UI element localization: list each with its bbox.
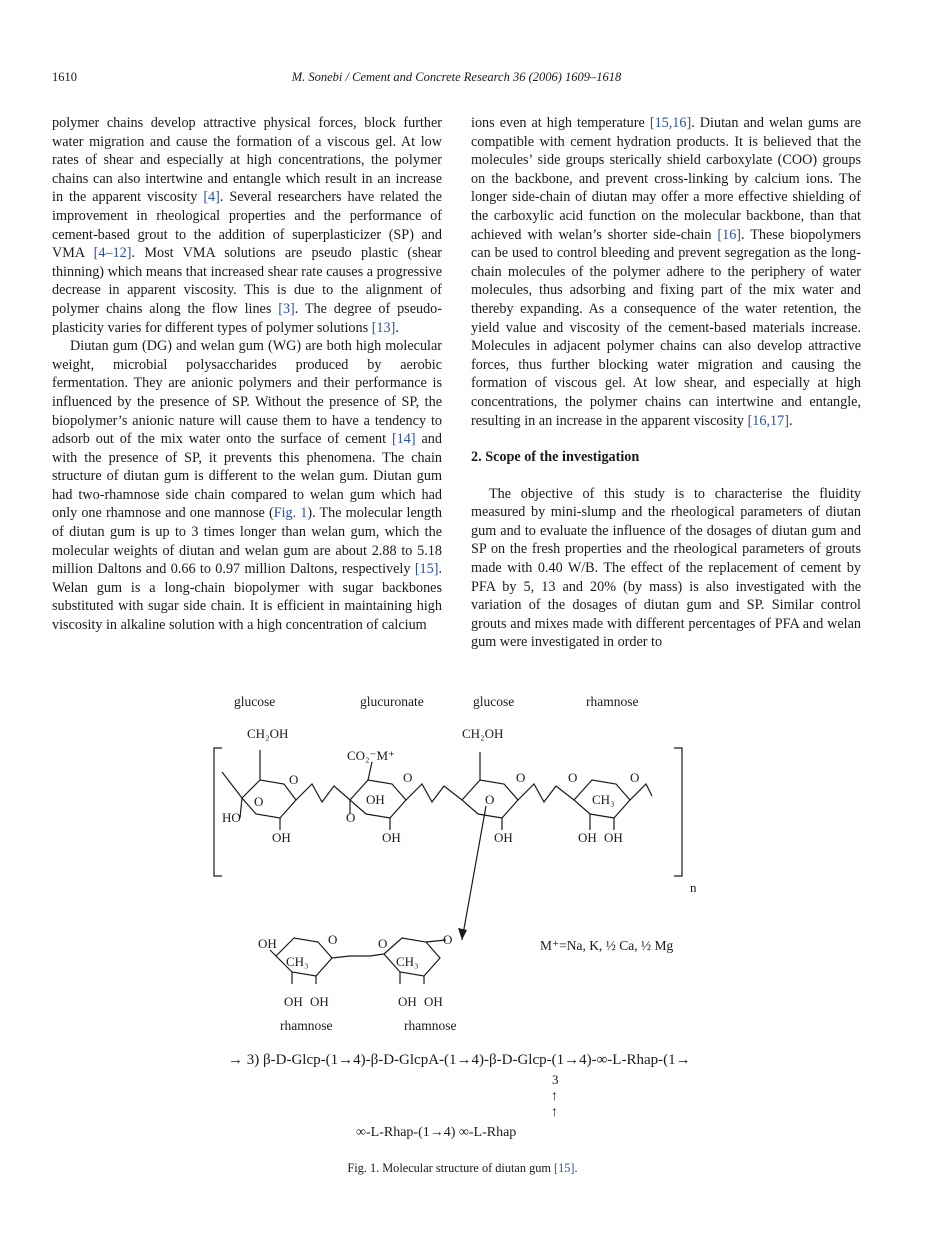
hydroxyl-group: OH — [382, 830, 401, 845]
text-span: . — [788, 412, 793, 429]
ring-oxygen: O — [254, 794, 264, 809]
counterion-note: M⁺=Na, K, ½ Ca, ½ Mg — [540, 938, 674, 953]
hydroxyl-group: OH — [258, 936, 277, 951]
branch-arrowhead — [458, 928, 467, 940]
section-heading: 2. Scope of the investigation — [471, 449, 640, 466]
left-column — [52, 114, 442, 635]
page-number: 1610 — [52, 70, 77, 84]
side-unit-label: rhamnose — [404, 1018, 457, 1033]
citation-link[interactable]: [16,17] — [747, 412, 789, 429]
text-span: . These biopolymers can be used to control bleeding and prevent segregation as the long-chain molecules of the polymer adhere to the periphery of water molecules, thus adsorbing and fixing part of the mix water and thereby expanding. As a consequence of the water retention, the yield value and viscosity of the cement-based materials increase. Molecules in adjacent polymer chains can also develop attractive forces, thus further blocking water migration and causing the formation of viscous gel. At low shear, and especially at high concentrations, the polymer chains can intertwine and entangle, resulting in an increase in the apparent viscosity — [471, 226, 861, 429]
ch2oh-group: CH₂OH — [247, 726, 289, 741]
text-span: Diutan gum (DG) and welan gum (WG) are both high molecular weight, microbial polysaccharides produced by aerobic fermentation. They are anionic polymers and their performance is influenced by the presence of SP. Without the presence of SP, the biopolymer’s anionic nature will cause them to have a tendency to adsorb out of the mix water onto the surface of cement — [52, 338, 442, 448]
text-span: and with the presence of SP, it prevents this phenomena. The chain structure of diutan gum is different to the welan gum. Diutan gum had two-rhamnose side chain compared to welan gum which had only one rhamnose and one mannose ( — [52, 431, 442, 522]
text-span: . The degree of pseudo-plasticity varies for different types of polymer solutions — [52, 300, 443, 336]
carboxylate-group: CO₂⁻M⁺ — [347, 748, 395, 763]
text-span: . Most VMA solutions are pseudo plastic (shear thinning) which means that increased shear rate causes a progressive decrease in apparent viscosity. This is due to the alignment of polymer chains along the flow lines — [52, 245, 442, 317]
running-title: M. Sonebi / Cement and Concrete Research 36 (2006) 1609–1618 — [291, 70, 622, 84]
text-span: . — [395, 319, 399, 336]
text-span: ). The molecular length of diutan gum is up to 3 times longer than welan gum, which the molecular weights of diutan and welan gum are about 2.88 to 5.18 million Daltons and 0.66 to 0.97 million Daltons, respectively — [52, 505, 442, 578]
hydroxyl-group: OH — [310, 994, 329, 1009]
citation-link[interactable]: [16] — [717, 226, 742, 243]
side-unit-label: rhamnose — [280, 1018, 333, 1033]
sequence-notation: → 3) β-D-Glcp-(1→4)-β-D-GlcpA-(1→4)-β-D-Glcp-(1→4)-∞-L-Rhap-(1→ — [228, 1052, 691, 1068]
backbone-bonds — [222, 750, 652, 940]
unit-label: rhamnose — [586, 694, 639, 709]
methyl-group: CH₃ — [286, 954, 309, 969]
citation-link[interactable]: [15,16] — [649, 115, 692, 131]
caption-text: . — [574, 1161, 578, 1175]
citation-link[interactable]: [3] — [278, 300, 295, 317]
methyl-group: CH₃ — [396, 954, 419, 969]
ring-oxygen: O — [568, 770, 578, 785]
ring-oxygen: O — [328, 932, 338, 947]
citation-link[interactable]: [14] — [391, 431, 416, 448]
unit-label: glucose — [473, 694, 515, 709]
branch-arrow: ↑ — [551, 1105, 558, 1120]
methyl-group: CH₃ — [592, 792, 615, 807]
right-column — [471, 114, 861, 652]
unit-label: glucose — [234, 694, 276, 709]
side-sequence: ∞-L-Rhap-(1→4) ∞-L-Rhap — [356, 1125, 517, 1140]
citation-link[interactable]: [15] — [414, 561, 439, 578]
page-header — [52, 70, 861, 88]
citation-link[interactable]: [13] — [371, 319, 396, 336]
ring-oxygen: O — [346, 810, 356, 825]
molecular-structure-figure — [200, 688, 720, 1158]
hydroxyl-group: OH — [272, 830, 291, 845]
ring-oxygen: O — [378, 936, 388, 951]
ring-oxygen: O — [630, 770, 640, 785]
text-span: . Welan gum is a long-chain biopolymer with sugar backbones substituted with sugar side chain. It is efficient in maintaining high viscosity in alkaline solution with a high concentration of calcium — [52, 561, 442, 634]
text-span: polymer chains develop attractive physical forces, block further water migration and cause the formation of a viscous gel. At low rates of shear and especially at high concentrations, the polymer chains can also intertwine and entangle which result in an increase in the apparent viscosity — [52, 115, 442, 206]
branch-arrow: ↑ — [551, 1089, 558, 1104]
paragraph — [52, 337, 442, 635]
hydroxyl-group: OH — [604, 830, 623, 845]
caption-text: Fig. 1. Molecular structure of diutan gum — [347, 1161, 555, 1175]
citation-link[interactable]: [4] — [203, 189, 220, 206]
ring-oxygen: O — [516, 770, 526, 785]
ring-oxygen: O — [443, 932, 453, 947]
text-span: . Several researchers have related the improvement in rheological properties and the performance of cement-based grout to the addition of superplasticizer (SP) and VMA — [52, 189, 443, 262]
ring-oxygen: O — [289, 772, 299, 787]
text-span: ions even at high temperature — [471, 115, 650, 131]
paragraph — [52, 114, 442, 337]
hydroxyl-group: OH — [398, 994, 417, 1009]
hydroxyl-group: OH — [284, 994, 303, 1009]
repeat-bracket — [214, 748, 682, 876]
citation-link[interactable]: [4–12] — [93, 245, 132, 262]
hydroxyl-group: OH — [578, 830, 597, 845]
repeat-subscript: n — [690, 880, 697, 895]
hydroxyl-group: OH — [494, 830, 513, 845]
branch-position: 3 — [552, 1072, 559, 1087]
citation-link[interactable]: [15] — [554, 1161, 575, 1175]
hydroxyl-group: HO — [222, 810, 241, 825]
ring-oxygen: O — [485, 792, 495, 807]
figure-link[interactable]: Fig. 1 — [273, 505, 308, 522]
figure-caption — [0, 1161, 925, 1176]
unit-label: glucuronate — [360, 694, 424, 709]
hydroxyl-group: OH — [366, 792, 385, 807]
paragraph: The objective of this study is to characterise the fluidity measured by mini-slump and the rheological parameters of diutan gum and to evaluate the influence of the dosages of diutan gum and SP on the fresh properties and the rheological parameters of grouts made with 0.40 W/B. The effect of the replacement of cement by PFA by 5, 13 and 20% (by mass) is also investigated with the variation of the dosages of diutan gum and SP. Similar control grouts and mixes made with different percentages of PFA and welan gum were investigated in order to — [471, 485, 861, 651]
ring-oxygen: O — [403, 770, 413, 785]
ch2oh-group: CH₂OH — [462, 726, 504, 741]
paragraph — [471, 114, 861, 430]
hydroxyl-group: OH — [424, 994, 443, 1009]
text-span: . Diutan and welan gums are compatible with cement hydration products. It is believed that the molecules’ side groups sterically shield carboxylate (COO) groups on the backbone, and prevent cross-linking by calcium ions. The longer side-chain of diutan may offer a more effective shielding of the carboxylic acid function on the molecular backbone, than that achieved with welan’s shorter side-chain — [471, 115, 861, 243]
